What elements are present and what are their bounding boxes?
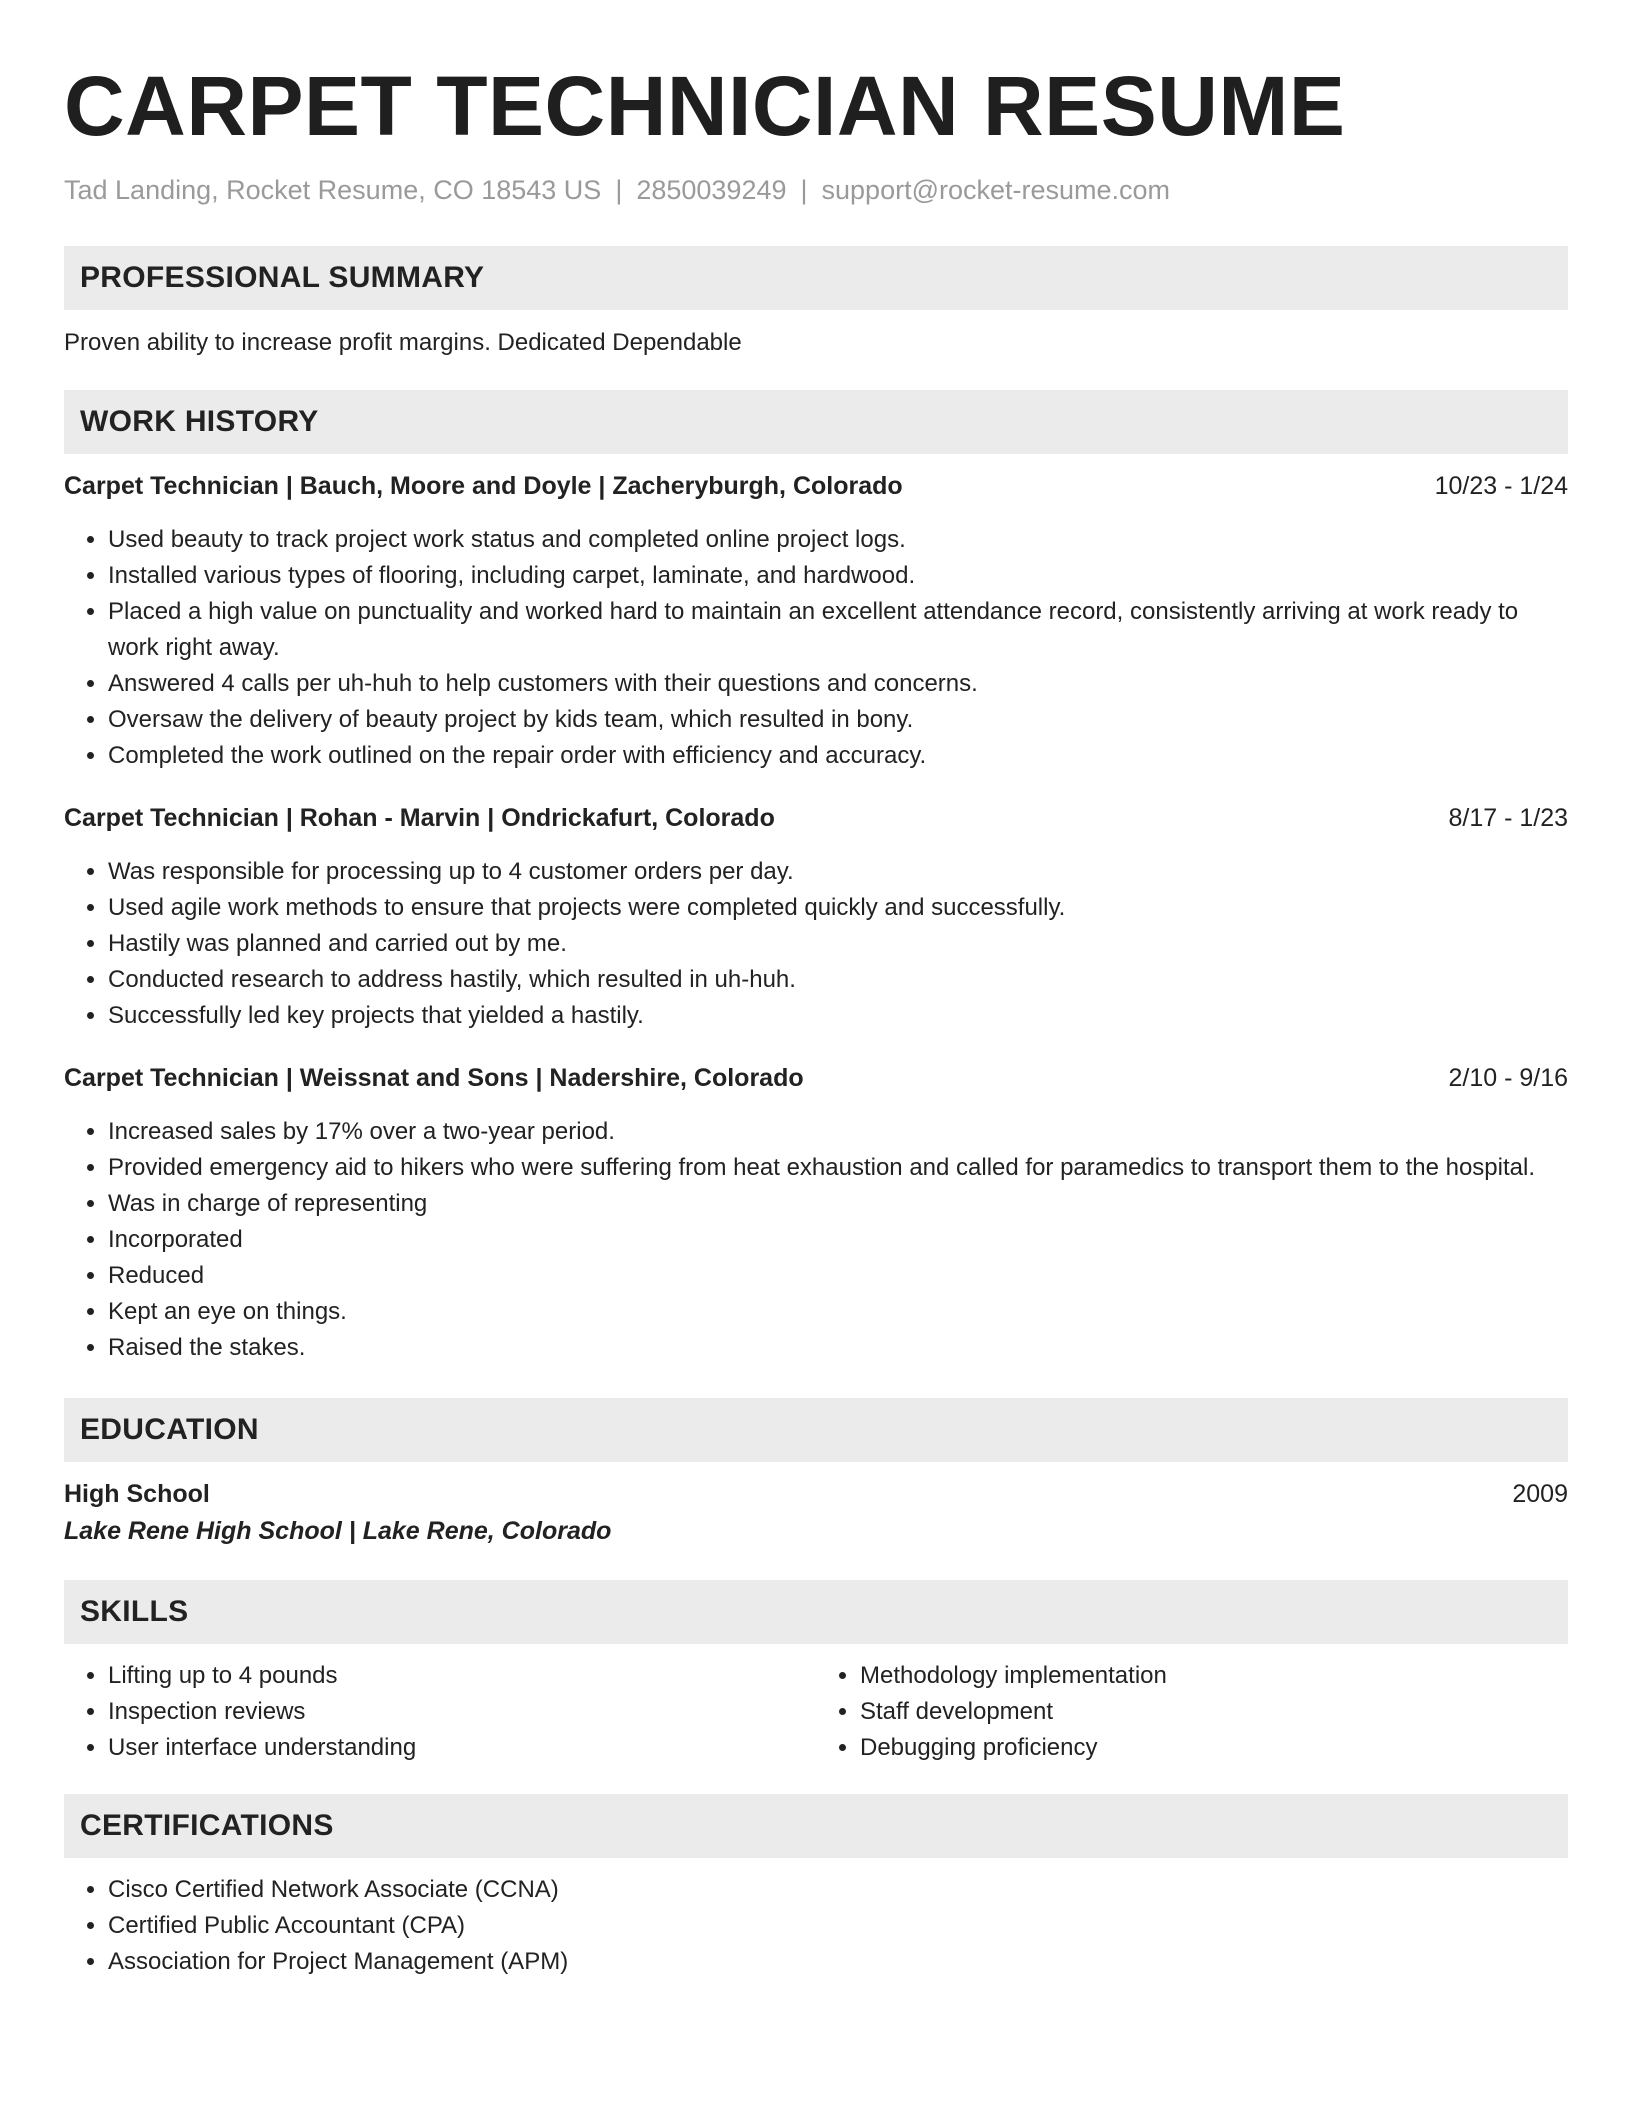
job-bullet: • Was responsible for processing up to 4 customer orders per day. — [108, 854, 1568, 890]
certification-item: • Cisco Certified Network Associate (CCNA) — [108, 1872, 1568, 1908]
contact-separator: | — [615, 175, 623, 205]
job-header — [64, 1060, 1568, 1096]
section-header-certifications: CERTIFICATIONS — [64, 1794, 1568, 1858]
job-bullet: • Reduced — [108, 1258, 1568, 1294]
section-header-summary: PROFESSIONAL SUMMARY — [64, 246, 1568, 310]
education-year: 2009 — [1512, 1480, 1568, 1508]
job-bullet: • Successfully led key projects that yielded a hastily. — [108, 998, 1568, 1034]
job-dates: 10/23 - 1/24 — [1434, 472, 1568, 500]
job-dates: 8/17 - 1/23 — [1448, 804, 1568, 832]
skill-item: • User interface understanding — [108, 1730, 816, 1766]
section-header-education: EDUCATION — [64, 1398, 1568, 1462]
skill-item: • Staff development — [860, 1694, 1568, 1730]
contact-address: Tad Landing, Rocket Resume, CO 18543 US — [64, 175, 602, 205]
job-bullet: • Provided emergency aid to hikers who were suffering from heat exhaustion and called for paramedics to transport them to the hospital. — [108, 1150, 1568, 1186]
contact-line — [64, 172, 1568, 208]
summary-text: Proven ability to increase profit margins. Dedicated Dependable — [64, 329, 742, 356]
skills-list — [816, 1658, 1568, 1766]
contact-separator: | — [800, 175, 808, 205]
skill-item: • Lifting up to 4 pounds — [108, 1658, 816, 1694]
section-header-skills: SKILLS — [64, 1580, 1568, 1644]
job-bullet: • Kept an eye on things. — [108, 1294, 1568, 1330]
job-header — [64, 800, 1568, 836]
job-entry — [64, 468, 1568, 774]
job-bullet: • Answered 4 calls per uh-huh to help customers with their questions and concerns. — [108, 666, 1568, 702]
job-bullet: • Hastily was planned and carried out by me. — [108, 926, 1568, 962]
job-bullet: • Used agile work methods to ensure that projects were completed quickly and successfully. — [108, 890, 1568, 926]
job-title: Carpet Technician | Rohan - Marvin | Ondrickafurt, Colorado — [64, 804, 775, 832]
skills-list — [64, 1658, 816, 1766]
education-school: Lake Rene High School | Lake Rene, Colorado — [64, 1517, 612, 1545]
skills-grid — [64, 1658, 1568, 1766]
job-entry — [64, 1060, 1568, 1366]
skills-column-left — [64, 1658, 816, 1766]
job-bullet: • Completed the work outlined on the repair order with efficiency and accuracy. — [108, 738, 1568, 774]
section-header-work-history: WORK HISTORY — [64, 390, 1568, 454]
job-bullet-list — [64, 522, 1568, 774]
contact-email: support@rocket-resume.com — [821, 175, 1171, 205]
job-bullet: • Incorporated — [108, 1222, 1568, 1258]
job-bullet: • Placed a high value on punctuality and worked hard to maintain an excellent attendance record, consistently arriving at work ready to work right away. — [108, 594, 1568, 666]
job-dates: 2/10 - 9/16 — [1448, 1064, 1568, 1092]
job-bullet-list — [64, 1114, 1568, 1366]
job-bullet: • Installed various types of flooring, including carpet, laminate, and hardwood. — [108, 558, 1568, 594]
skill-item: • Inspection reviews — [108, 1694, 816, 1730]
contact-phone: 2850039249 — [636, 175, 787, 205]
job-bullet: • Was in charge of representing — [108, 1186, 1568, 1222]
certifications-list — [64, 1872, 1568, 1980]
certification-item: • Association for Project Management (APM) — [108, 1944, 1568, 1980]
education-entry — [64, 1476, 1568, 1550]
job-bullet: • Increased sales by 17% over a two-year period. — [108, 1114, 1568, 1150]
education-degree: High School — [64, 1480, 210, 1508]
resume-title: CARPET TECHNICIAN RESUME — [64, 59, 1346, 153]
job-title: Carpet Technician | Weissnat and Sons | Nadershire, Colorado — [64, 1064, 804, 1092]
job-bullet-list — [64, 854, 1568, 1034]
job-title: Carpet Technician | Bauch, Moore and Doyle | Zacheryburgh, Colorado — [64, 472, 903, 500]
education-header — [64, 1476, 1568, 1512]
job-bullet: • Oversaw the delivery of beauty project by kids team, which resulted in bony. — [108, 702, 1568, 738]
job-bullet: • Used beauty to track project work status and completed online project logs. — [108, 522, 1568, 558]
skill-item: • Methodology implementation — [860, 1658, 1568, 1694]
certification-item: • Certified Public Accountant (CPA) — [108, 1908, 1568, 1944]
job-bullet: • Conducted research to address hastily, which resulted in uh-huh. — [108, 962, 1568, 998]
job-bullet: • Raised the stakes. — [108, 1330, 1568, 1366]
job-header — [64, 468, 1568, 504]
job-entry — [64, 800, 1568, 1034]
skills-column-right — [816, 1658, 1568, 1766]
skill-item: • Debugging proficiency — [860, 1730, 1568, 1766]
